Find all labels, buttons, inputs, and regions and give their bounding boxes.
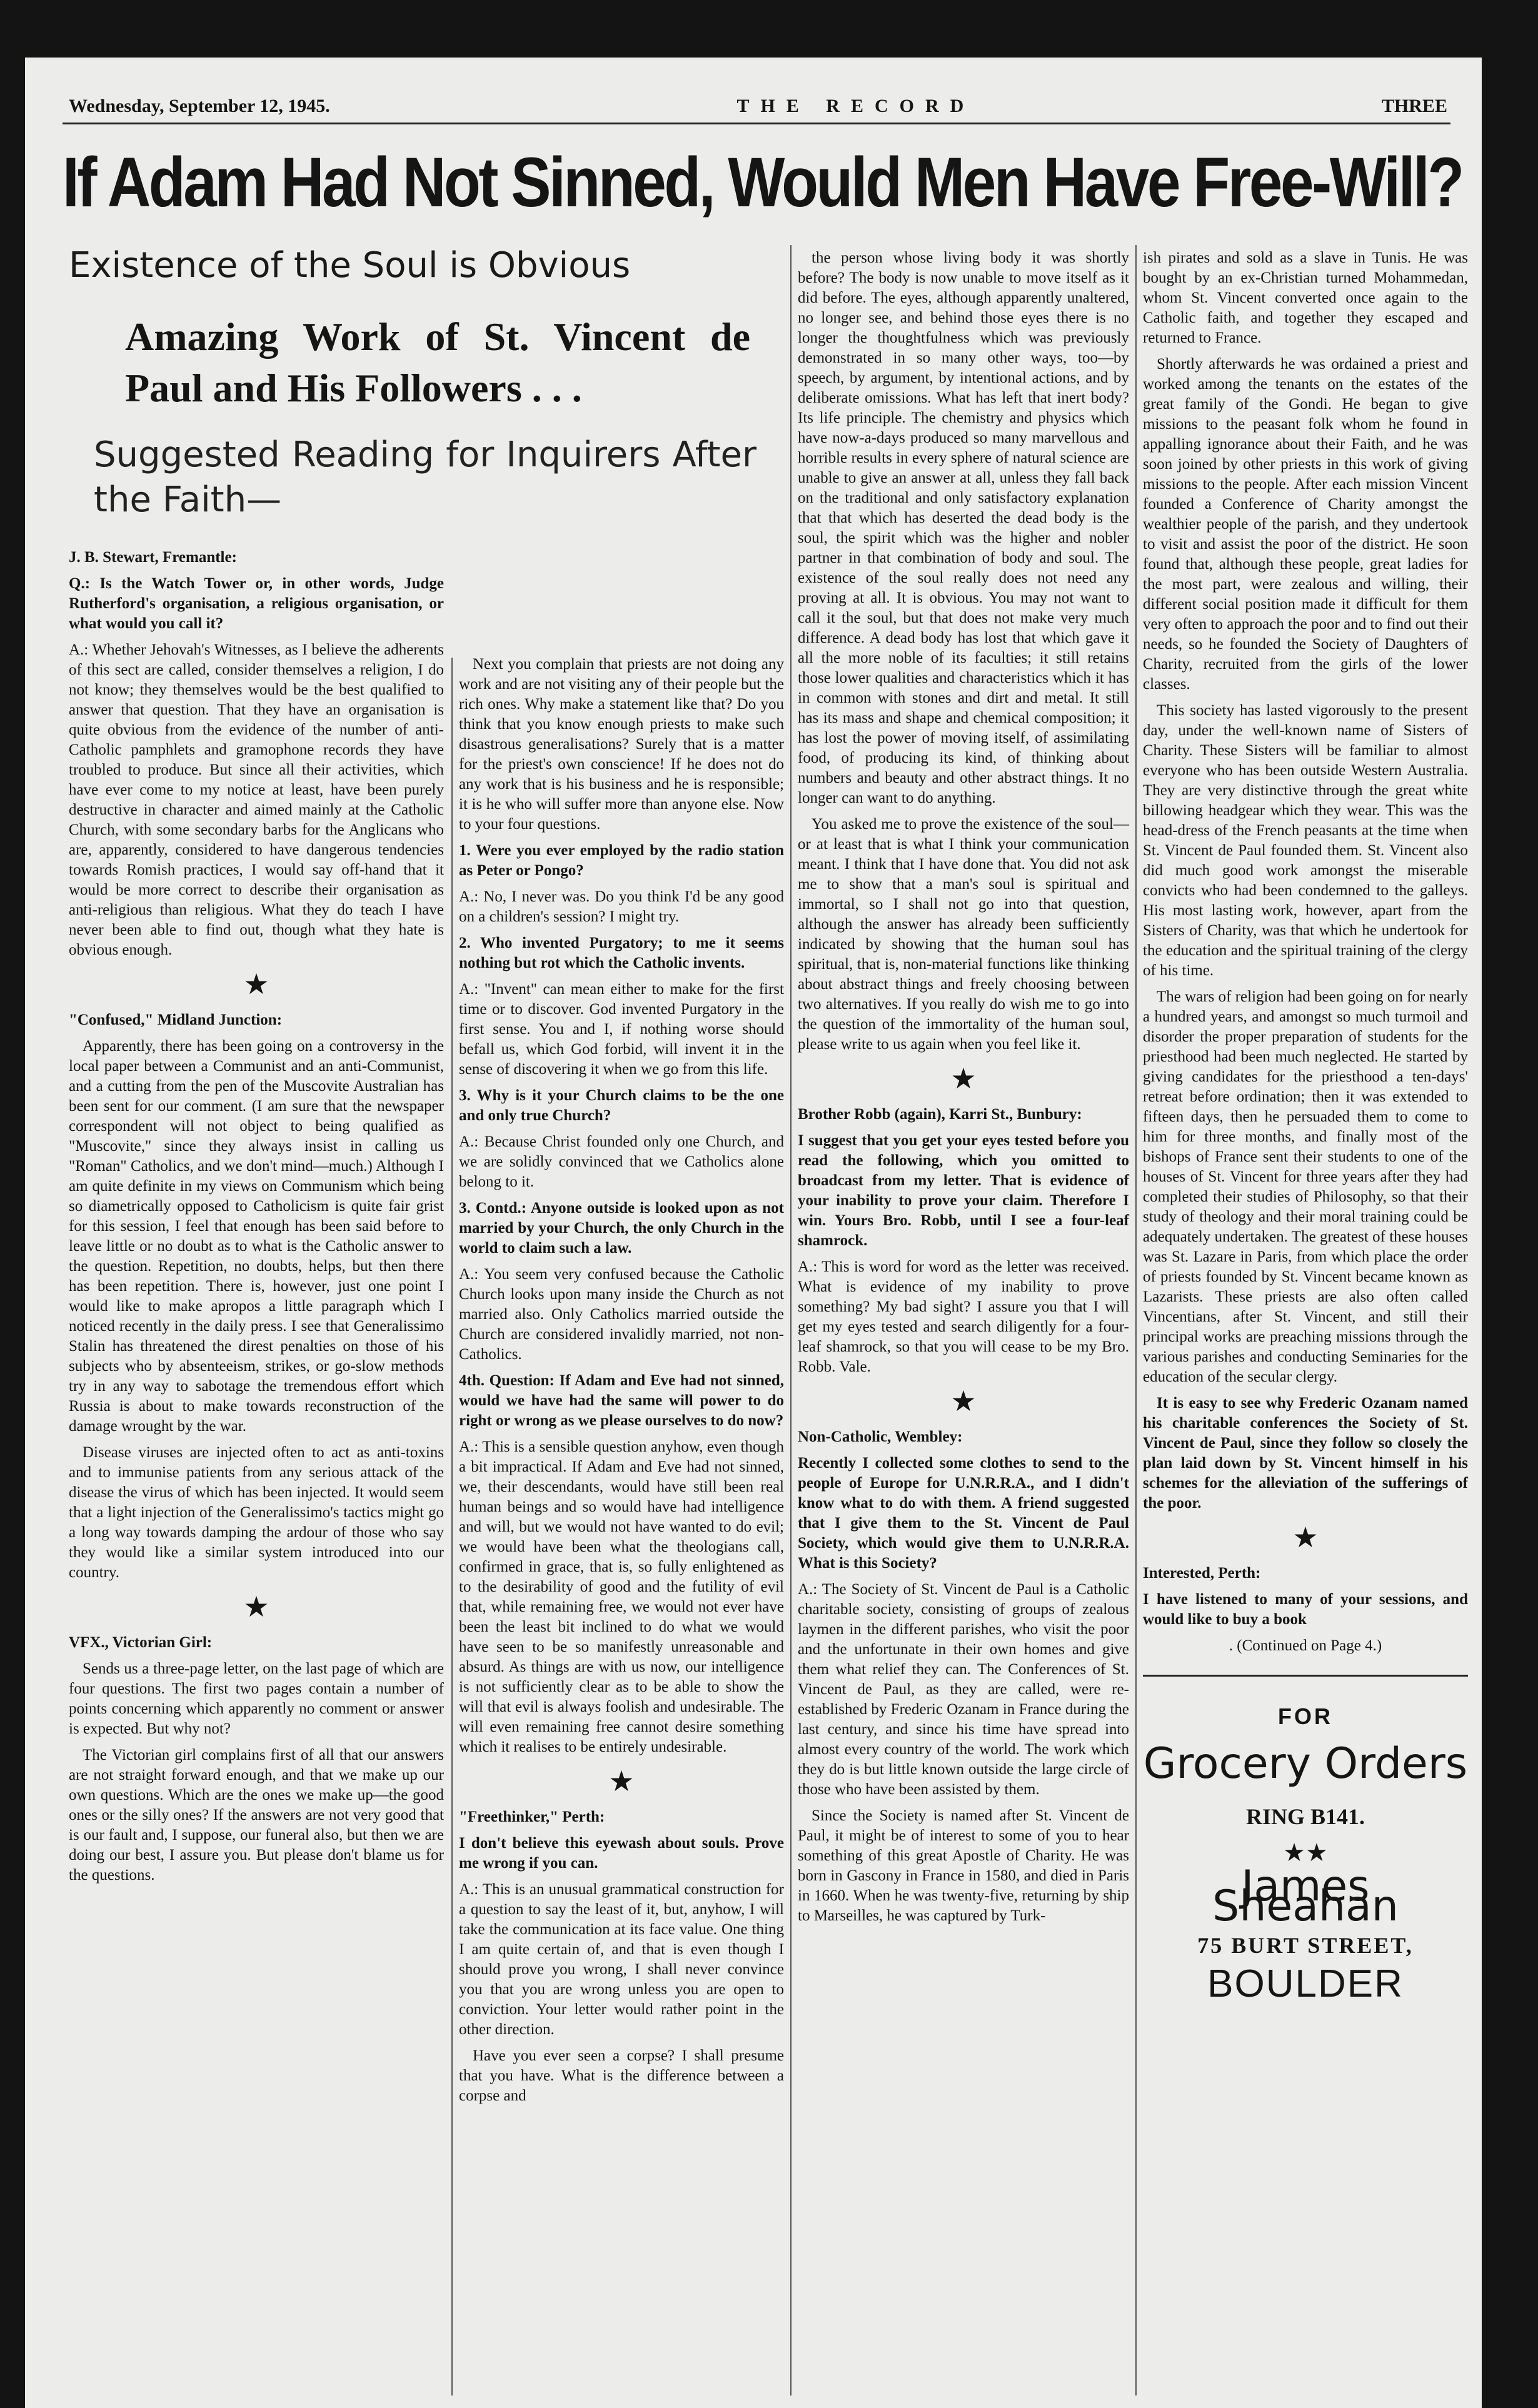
issue-date: Wednesday, September 12, 1945.	[69, 96, 330, 116]
page-header	[69, 94, 1447, 119]
answer-text: A.: Because Christ founded only one Church, and we are solidly convinced that we Catholics alone belong to it.	[459, 1133, 784, 1190]
answer-text: the person whose living body it was shortly before? The body is now unable to move itself as it did before. The eyes, although apparently unaltered, no longer see, and behind those eyes there is no longer the thoughtfulness which was previously demonstrated in so many other ways, too—by speech, by argument, by intentional actions, and by deliberate omissions. What has left that inert body? Its life principle. The chemistry and physics which have now-a-days produced so many marvellous and horrible results in every sphere of natural science are unable to give an answer at all, unless they fall back on the traditional and only satisfactory explanation that that which has deserted the dead body is the soul, the spirit which was the higher and nobler partner in that combination of body and soul. The existence of the soul really does not need any proving at all. It is obvious. You may not want to call it the soul, but that does not make very much difference. A dead body has lost that which gave it all the more noble of its faculties; it still retains those lower qualities and characteristics which it has in common with stones and dirt and metal. It still has its mass and shape and chemical composition; it has lost the power of moving itself, of assimilating food, of producing its kind, of thinking about numbers and beauty and other abstract things. It no longer can want to do anything.	[798, 249, 1129, 806]
answer-text: ish pirates and sold as a slave in Tunis. He was bought by an ex-Christian turned Mohammedan, whom St. Vincent converted once again to the Catholic faith, and together they escaped and returned to France.	[1143, 249, 1468, 346]
question-text: 3. Contd.: Anyone outside is looked upon as not married by your Church, the only Church in the world to claim such a law.	[459, 1200, 784, 1257]
question-text: I have listened to many of your sessions, and would like to buy a book	[1143, 1591, 1468, 1628]
continued-note: . (Continued on Page 4.)	[1229, 1637, 1382, 1654]
answer-text: A.: The Society of St. Vincent de Paul is a Catholic charitable society, consisting of groups of zealous laymen in the different parishes, who visit the poor and the unfortunate in their own homes and give them what relief they can. The Conferences of St. Vincent de Paul, as they are called, were re-established by Frederic Ozanam in France during the last century, and since his time have spread into almost every country of the world. The work which they do is but little known outside the large circle of those who have been assisted by them.	[798, 1581, 1129, 1798]
answer-text: A.: This is word for word as the letter was received. What is evidence of my inability to prove something? My bad sight? I assure you that I will get my eyes tested and search diligently for a four-leaf shamrock, so that you will cease to be my Bro. Robb. Vale.	[798, 1258, 1129, 1375]
header-rule	[63, 123, 1450, 124]
answer-text: A.: "Invent" can mean either to make for the first time or to discover. God invented Purgatory in the first sense. You and I, if nothing worse should befall us, which God forbid, will invent it in the sense of discovering it when we go from this life.	[459, 981, 784, 1078]
question-text: 3. Why is it your Church claims to be the one and only true Church?	[459, 1087, 784, 1124]
star-separator: ★	[950, 1385, 977, 1417]
star-separator: ★	[1292, 1522, 1319, 1553]
answer-text: A.: You seem very confused because the Catholic Church looks upon many inside the Church as not married also. Only Catholics married outside the Church are considered invalidly married, not non-Catholics.	[459, 1266, 784, 1363]
answer-text: A.: No, I never was. Do you think I'd be any good on a children's session? I might try.	[459, 888, 784, 925]
ad-headline: Grocery Orders	[1143, 1739, 1468, 1788]
questioner-name: Non-Catholic, Wembley:	[798, 1428, 963, 1445]
ad-stars: ★★	[1283, 1839, 1328, 1867]
main-headline: If Adam Had Not Sinned, Would Men Have Free-Will?	[63, 143, 1462, 221]
deck-line-3: Suggested Reading for Inquirers After the Faith—	[94, 434, 756, 520]
answer-text: A.: This is an unusual grammatical construction for a question to say the least of it, but, anyhow, I will take the communication at its face value. One thing I am quite certain of, and that is even though I should prove you wrong, I shall never convince you that you are wrong unless you are open to conviction. Your letter would rather point in the other direction.	[459, 1881, 784, 2038]
answer-text: Apparently, there has been going on a controversy in the local paper between a Communist and an anti-Communist, and a cutting from the pen of the Muscovite Australian has been sent for our comment. (I am sure that the newspaper correspondent will not object to being qualified as "Muscovite," since they always insist in calling us "Roman" Catholics, and we don't mind—much.) Although I am quite definite in my views on Communism which being so diametrically opposed to Catholicism is quite fair grist for this session, I feel that enough has been said before to leave little or no doubt as to what is the Catholic answer to the question. Repetition, no doubts, helps, but then there has been repetition. There is, however, just one point I would like to make apropos a little paragraph which I noticed recently in the daily press. I see that Generalissimo Stalin has threatened the direst penalties on those of his subjects who by absenteeism, strikes, or go-slow methods try in any way to sabotage the tremendous effort which Russia is about to make towards reconstruction of the damage wrought by the war.	[69, 1038, 444, 1435]
answer-text: Next you complain that priests are not doing any work and are not visiting any of their people but the rich ones. Why make a statement like that? Do you think that you know enough priests to make such disastrous generalisations? Surely that is a matter for the priest's own conscience! If he does not do any work that is his business and he is responsible; it is he who will suffer more than anyone else. Now to your four questions.	[459, 656, 784, 833]
question-text: Q.: Is the Watch Tower or, in other words, Judge Rutherford's organisation, a religious organisation, or what would you call it?	[69, 575, 444, 632]
answer-text: Have you ever seen a corpse? I shall presume that you have. What is the difference between a corpse and	[459, 2047, 784, 2104]
answer-text: The Victorian girl complains first of all that our answers are not straight forward enough, and that we make up our own questions. Which are the ones we make up—the good ones or the silly ones? If the answers are not very good that is our fault and, I suppose, our funeral also, but then we are doing our best, I assure you. But please don't blame us for the questions.	[69, 1747, 444, 1884]
answer-text: This society has lasted vigorously to the present day, under the well-known name of Sisters of Charity. These Sisters will be familiar to almost everyone who has been outside Western Australia. They are very distinctive through the great white billowing headgear which they wear. This was the head-dress of the French peasants at the time when St. Vincent de Paul founded them. St. Vincent also did much good work amongst the miserable convicts who had been condemned to the galleys. His most lasting work, however, apart from the Sisters of Charity, was that which he undertook for the education and the spiritual training of the clergy of his time.	[1143, 702, 1468, 979]
star-separator: ★	[243, 1591, 269, 1623]
deck-line-2: Amazing Work of St. Vincent de Paul and His Followers . . .	[125, 314, 750, 410]
column-divider	[451, 658, 453, 2395]
deck-line-1: Existence of the Soul is Obvious	[69, 245, 631, 286]
question-text: 1. Were you ever employed by the radio station as Peter or Pongo?	[459, 842, 784, 879]
answer-text: You asked me to prove the existence of the soul—or at least that is what I think your communication meant. I think that I have done that. You did not ask me to show that a man's soul is spiritual and immortal, so I shall not go into that question, although the answer has already been sufficiently indicated by showing that the human soul has spiritual, that is, non-material functions like thinking about abstract things and freely choosing between two alternatives. If you really do wish me to go into the question of the immortality of the human soul, please write to us again when you feel like it.	[798, 816, 1129, 1053]
questioner-name: VFX., Victorian Girl:	[69, 1634, 213, 1651]
answer-text: It is easy to see why Frederic Ozanam named his charitable conferences the Society of St. Vincent de Paul, since they follow so closely the plan laid down by St. Vincent himself in his schemes for the alleviation of the sufferings of the poor.	[1143, 1395, 1468, 1512]
page-number: THREE	[1381, 96, 1447, 116]
column-divider	[1135, 245, 1137, 2395]
answer-text: Sends us a three-page letter, on the last page of which are four questions. The first two pages contain a number of points concerning which apparently no comment or answer is expected. But why not?	[69, 1660, 444, 1737]
newspaper-page	[25, 58, 1482, 2408]
questioner-name: Interested, Perth:	[1143, 1565, 1261, 1582]
star-separator: ★	[950, 1063, 977, 1095]
ad-street: 75 BURT STREET,	[1197, 1933, 1414, 1958]
column-4	[1143, 248, 1468, 2009]
questioner-name: J. B. Stewart, Fremantle:	[69, 549, 237, 566]
questioner-name: "Confused," Midland Junction:	[69, 1011, 283, 1028]
answer-text: A.: This is a sensible question anyhow, even though a bit impractical. If Adam and Eve had not sinned, we, their descendants, would have still been real human beings and so would have had intelligence and will, but we would not have wanted to do evil; we would have been what the theologians call, confirmed in grace, that is, so fully enlightened as to the desirability of good and the futility of evil that, while remaining free, we would not ever have been the least bit inclined to do what we would have seen to be so manifestly unreasonable and absurd. As things are with us now, our intelligence is not sufficiently clear as to be able to show the will that evil is always foolish and undesirable. The will even remaining free cannot desire something which it realises to be entirely undesirable.	[459, 1438, 784, 1755]
answer-text: A.: Whether Jehovah's Witnesses, as I believe the adherents of this sect are called, consider themselves a religion, I do not know; they themselves would be the best qualified to answer that question. That they have an organisation is quite obvious from the evidence of the number of anti-Catholic pamphlets and gramophone records they have troubled to produce. But since all their activities, which have ever come to my notice at least, have been purely destructive in character and aimed mainly at the Catholic Church, with some secondary barbs for the Anglicans who are, apparently, considered to have dangerous tendencies towards Romish practices, I would say off-hand that it would be more correct to describe their organisation as anti-religious than religious. What they do teach I have never been able to find out, though what they hate is obvious enough.	[69, 641, 444, 958]
answer-text: Disease viruses are injected often to act as anti-toxins and to immunise patients from any serious attack of the disease the virus of which has been injected. It would seem that a light injection of the Generalissimo's tactics might go a long way towards damping the ardour of those who say they would like a similar system introduced into our country.	[69, 1444, 444, 1581]
question-text: 2. Who invented Purgatory; to me it seems nothing but rot which the Catholic invents.	[459, 935, 784, 971]
column-divider	[790, 245, 792, 2395]
question-text: I suggest that you get your eyes tested before you read the following, which you omitted to broadcast from my letter. That is evidence of your inability to prove your claim. Therefore I win. Yours Bro. Robb, until I see a four-leaf shamrock.	[798, 1132, 1129, 1249]
column-2	[459, 655, 784, 2112]
question-text: 4th. Question: If Adam and Eve had not sinned, would we have had the same will power to do right or wrong as we please ourselves to do now?	[459, 1372, 784, 1429]
star-separator: ★	[243, 968, 269, 1000]
questioner-name: "Freethinker," Perth:	[459, 1809, 605, 1825]
ad-for: FOR	[1278, 1703, 1333, 1729]
grocery-advertisement	[1143, 1675, 1468, 2005]
publication-name: THE RECORD	[736, 96, 975, 116]
questioner-name: Brother Robb (again), Karri St., Bunbury:	[798, 1106, 1082, 1123]
ad-business-name: James Sheahan	[1212, 1862, 1399, 1931]
question-text: Recently I collected some clothes to send to the people of Europe for U.N.R.R.A., and I didn't know what to do with them. A friend suggested that I give them to the St. Vincent de Paul Society, which would give them to U.N.R.R.A. What is this Society?	[798, 1455, 1129, 1572]
answer-text: Shortly afterwards he was ordained a priest and worked among the tenants on the estates of the great family of the Gondi. He began to give missions to the peasant folk whom he found in appalling ignorance about their Faith, and he was soon joined by other priests in this work of giving missions to the people. After each mission Vincent founded a Conference of Charity amongst the wealthier people of the parish, and they undertook to visit and assist the poor of the district. He soon found that, although these people, great ladies for the most part, were zealous and willing, their different social position made it difficult for them very often to approach the poor and to find out their needs, so he founded the Society of Daughters of Charity, recruited from the girls of the lower classes.	[1143, 356, 1468, 693]
answer-text: The wars of religion had been going on for nearly a hundred years, and amongst so much turmoil and disorder the proper preparation of students for the priesthood had been much neglected. He started by giving candidates for the priesthood a ten-days' retreat before ordination; then it was extended to fifteen days, then he persuaded them to come to him for three months, and finally most of the bishops of France sent their students to one of the houses of St. Vincent for three years after they had completed their studies of Philosophy, so that their study of theology and their moral training could be adequately undertaken. The greatest of these houses was St. Lazare in Paris, from which place the order of priests founded by St. Vincent became known as Lazarists. These priests are also often called Vincentians, after St. Vincent, and still their principal works are preaching missions through the various parishes and conducting Seminaries for the education of the secular clergy.	[1143, 988, 1468, 1385]
star-separator: ★	[608, 1765, 635, 1797]
ad-town: BOULDER	[1207, 1962, 1404, 2005]
question-text: I don't believe this eyewash about souls. Prove me wrong if you can.	[459, 1835, 784, 1872]
column-3	[798, 248, 1129, 1932]
answer-text: Since the Society is named after St. Vincent de Paul, it might be of interest to some of you to hear something of this great Apostle of Charity. He was born in Gascony in France in 1580, and died in Paris in 1660. When he was twenty-five, returning by ship to Marseilles, he was captured by Turk-	[798, 1807, 1129, 1924]
ad-phone: RING B141.	[1245, 1804, 1365, 1829]
